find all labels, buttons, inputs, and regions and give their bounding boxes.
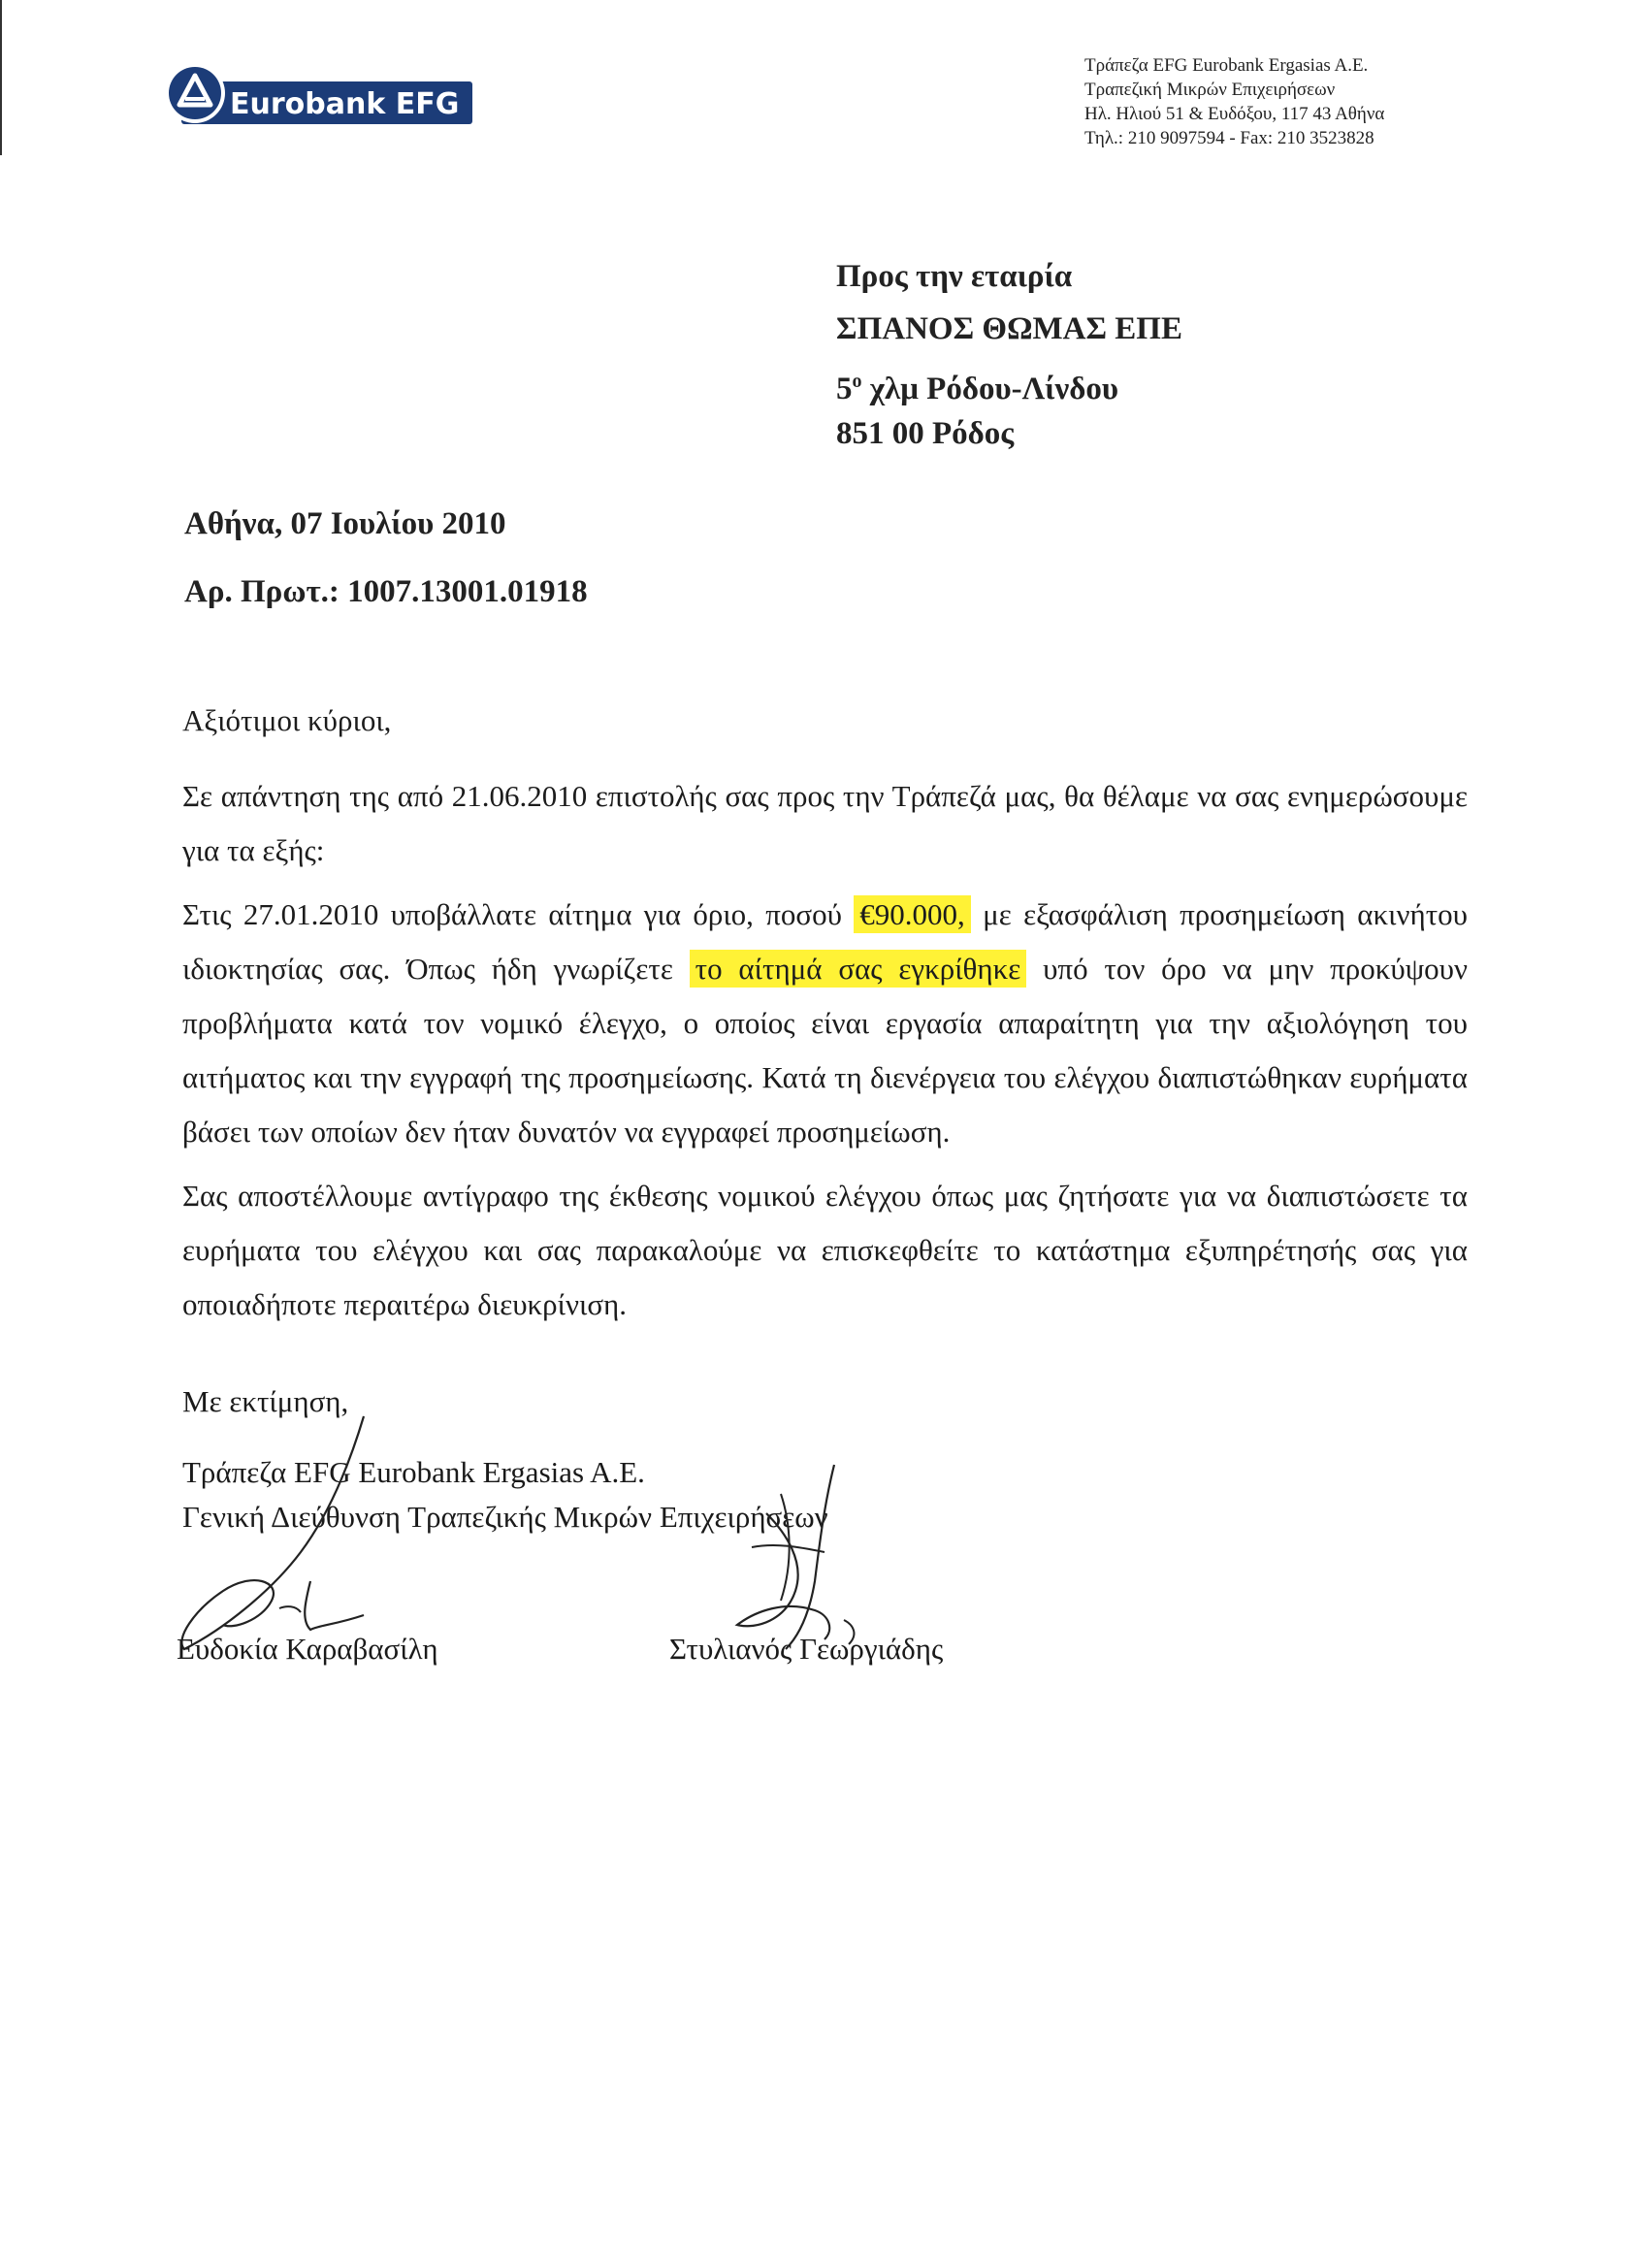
km-number: 5: [836, 372, 853, 406]
paragraph-2-part-a: Στις 27.01.2010 υποβάλλατε αίτημα για όριο, ποσού: [182, 897, 842, 931]
highlighted-amount: €90.000,: [854, 895, 971, 933]
signature-bank-name: Τράπεζα EFG Eurobank Ergasias A.E.: [182, 1455, 645, 1489]
paragraph-1: Σε απάντηση της από 21.06.2010 επιστολής σας προς την Τράπεζά μας, θα θέλαμε να σας ενημερώσουμε για τα εξής:: [182, 779, 1468, 867]
recipient-block: [836, 250, 1182, 460]
bank-phone-fax: Τηλ.: 210 9097594 - Fax: 210 3523828: [1084, 128, 1374, 148]
signature-division: Γενική Διεύθυνση Τραπεζικής Μικρών Επιχειρήσεων: [182, 1500, 828, 1534]
paragraph-2-part-b: με εξασφάλιση προσημείωση ακινήτου ιδιοκτησίας σας. Όπως ήδη γνωρίζετε: [182, 897, 1469, 986]
letter-date: Αθήνα, 07 Ιουλίου 2010: [184, 506, 506, 541]
recipient-company: ΣΠΑΝΟΣ ΘΩΜΑΣ ΕΠΕ: [836, 311, 1182, 346]
logo-text: Eurobank EFG: [230, 87, 460, 121]
paragraph-3: Σας αποστέλλουμε αντίγραφο της έκθεσης νομικού ελέγχου όπως μας ζητήσατε για να διαπιστώσετε τα ευρήματα του ελέγχου και σας παρακαλούμε να επισκεφθείτε το κατάστημα εξυπηρέτησής σας για οποιαδήποτε περαιτέρω διευκρίνιση.: [182, 1179, 1468, 1321]
km-superscript: ο: [852, 371, 862, 392]
highlighted-approval: το αίτημά σας εγκρίθηκε: [690, 950, 1027, 988]
recipient-road: χλμ Ρόδου-Λίνδου: [869, 372, 1118, 406]
salutation: Αξιότιμοι κύριοι,: [182, 703, 392, 737]
bank-name: Τράπεζα EFG Eurobank Ergasias A.E.: [1084, 55, 1369, 76]
bank-division: Τραπεζική Μικρών Επιχειρήσεων: [1084, 80, 1336, 100]
signer-2-name: Στυλιανός Γεωργιάδης: [669, 1632, 944, 1666]
paragraph-2-part-c: υπό τον όρο να μην προκύψουν προβλήματα κατά τον νομικό έλεγχο, ο οποίος είναι εργασία απαραίτητη για την αξιολόγηση του αιτήματος και την εγγραφή της προσημείωσης. Κατά τη διενέργεια του ελέγχου διαπιστώθηκαν ευρήματα βάσει των οποίων δεν ήταν δυνατόν να εγγραφεί προσημείωση.: [182, 952, 1469, 1149]
closing-phrase: Με εκτίμηση,: [182, 1384, 349, 1418]
recipient-address: [836, 355, 1182, 407]
bank-address: Ηλ. Ηλιού 51 & Ευδόξου, 117 43 Αθήνα: [1084, 104, 1385, 124]
bank-contact-info: [1084, 53, 1589, 150]
recipient-city: 851 00 Ρόδος: [836, 416, 1015, 451]
protocol-number: Αρ. Πρωτ.: 1007.13001.01918: [184, 574, 588, 609]
recipient-line-1: Προς την εταιρία: [836, 259, 1073, 294]
letter-meta: [184, 490, 588, 626]
eurobank-logo: [160, 56, 480, 134]
signer-1-name: Ευδοκία Καραβασίλη: [177, 1632, 438, 1666]
scan-edge-line: [0, 0, 2, 155]
letter-body: [182, 694, 1468, 1332]
paragraph-2: [182, 888, 1468, 1159]
